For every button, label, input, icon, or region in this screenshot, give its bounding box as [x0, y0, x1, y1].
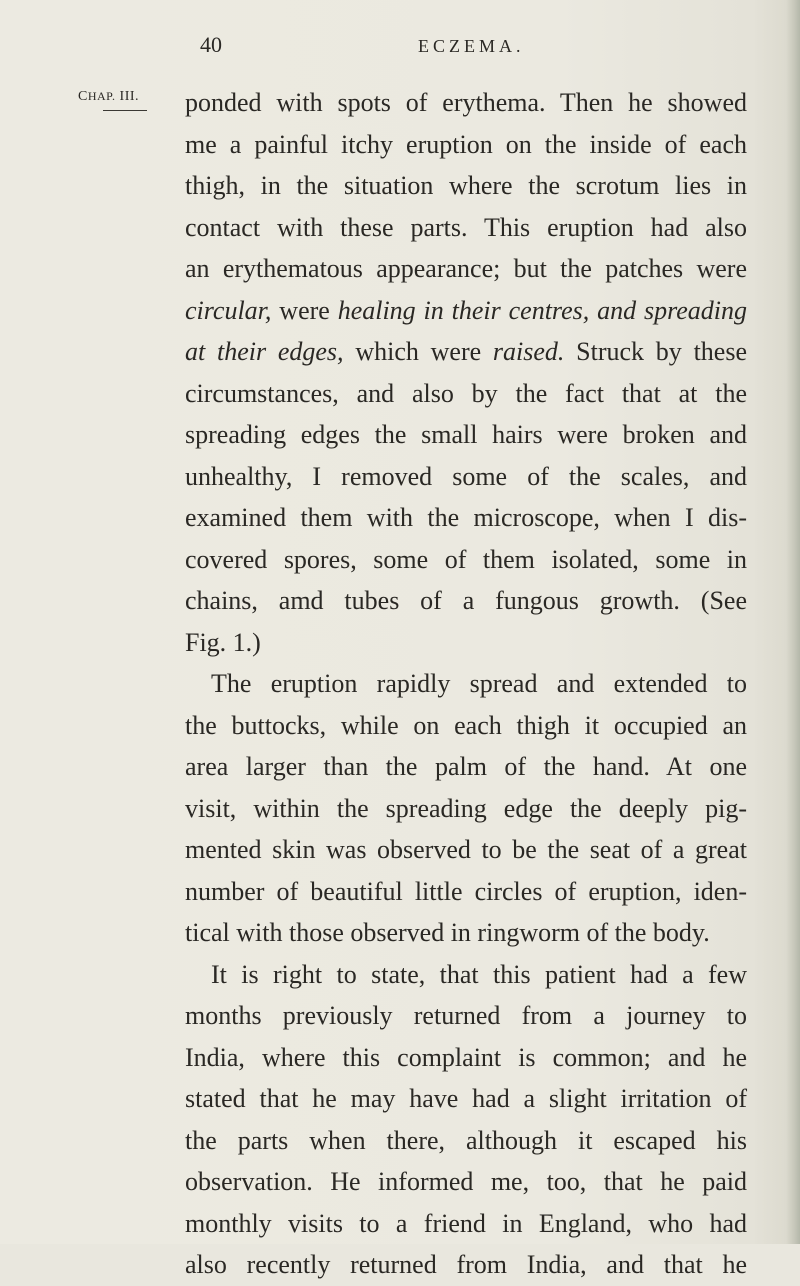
text-line: the buttocks, while on each thigh it occupied an	[185, 710, 747, 740]
text-line: chains, amd tubes of a fungous growth. (See	[185, 586, 747, 615]
italic-phrase: raised.	[492, 337, 565, 366]
text-line: circumstances, and also by the fact that at the	[185, 378, 747, 408]
italic-phrase: healing in their centres, and spreading	[337, 295, 748, 325]
text-line: covered spores, some of them isolated, some in	[185, 544, 747, 574]
text-line: unhealthy, I removed some of the scales, and	[185, 461, 747, 491]
text-span: Struck by these	[564, 337, 747, 366]
text-line: visit, within the spreading edge the deeply pig-	[185, 793, 747, 823]
text-line: months previously returned from a journey to	[185, 1001, 747, 1030]
page-edge-shadow	[786, 0, 800, 1244]
text-line: tical with those observed in ringworm of the body.	[185, 918, 710, 947]
italic-phrase: at their edges,	[185, 337, 344, 366]
text-line: number of beautiful little circles of eruption, iden-	[185, 876, 747, 906]
text-line: India, where this complaint is common; and he	[185, 1042, 747, 1072]
chapter-label	[78, 89, 139, 105]
text-line: Fig. 1.)	[185, 627, 261, 657]
text-line: also recently returned from India, and that he	[185, 1250, 747, 1279]
chapter-label-prefix: C	[78, 89, 88, 104]
text-line: monthly visits to a friend in England, who had	[185, 1208, 747, 1238]
text-line: It is right to state, that this patient had a few	[211, 959, 747, 989]
text-line: mented skin was observed to be the seat of a great	[185, 835, 747, 864]
text-line: contact with these parts. This eruption had also	[185, 212, 747, 242]
text-line: thigh, in the situation where the scrotum lies in	[185, 171, 747, 200]
text-line: me a painful itchy eruption on the inside of each	[185, 129, 747, 159]
chapter-label-number: III.	[119, 89, 140, 104]
running-head: ECZEMA.	[418, 36, 525, 56]
text-line	[185, 331, 747, 373]
text-line: ponded with spots of erythema. Then he showed	[185, 88, 747, 117]
body-text	[185, 82, 747, 1286]
text-line: examined them with the microscope, when I dis-	[185, 503, 747, 532]
chapter-label-small: HAP.	[87, 89, 116, 103]
page-number: 40	[200, 32, 222, 57]
text-line: the parts when there, although it escaped his	[185, 1125, 747, 1155]
text-span: which were	[343, 337, 493, 366]
text-line: area larger than the palm of the hand. At one	[185, 752, 747, 781]
text-line	[185, 290, 747, 332]
text-line: stated that he may have had a slight irritation of	[185, 1084, 747, 1113]
italic-phrase: circular,	[185, 295, 272, 325]
text-line: spreading edges the small hairs were broken and	[185, 420, 747, 449]
text-line: The eruption rapidly spread and extended to	[211, 669, 747, 698]
text-span: were	[271, 295, 338, 325]
text-line: an erythematous appearance; but the patches were	[185, 254, 747, 283]
text-line: observation. He informed me, too, that he paid	[185, 1167, 747, 1196]
chapter-rule	[103, 110, 147, 111]
